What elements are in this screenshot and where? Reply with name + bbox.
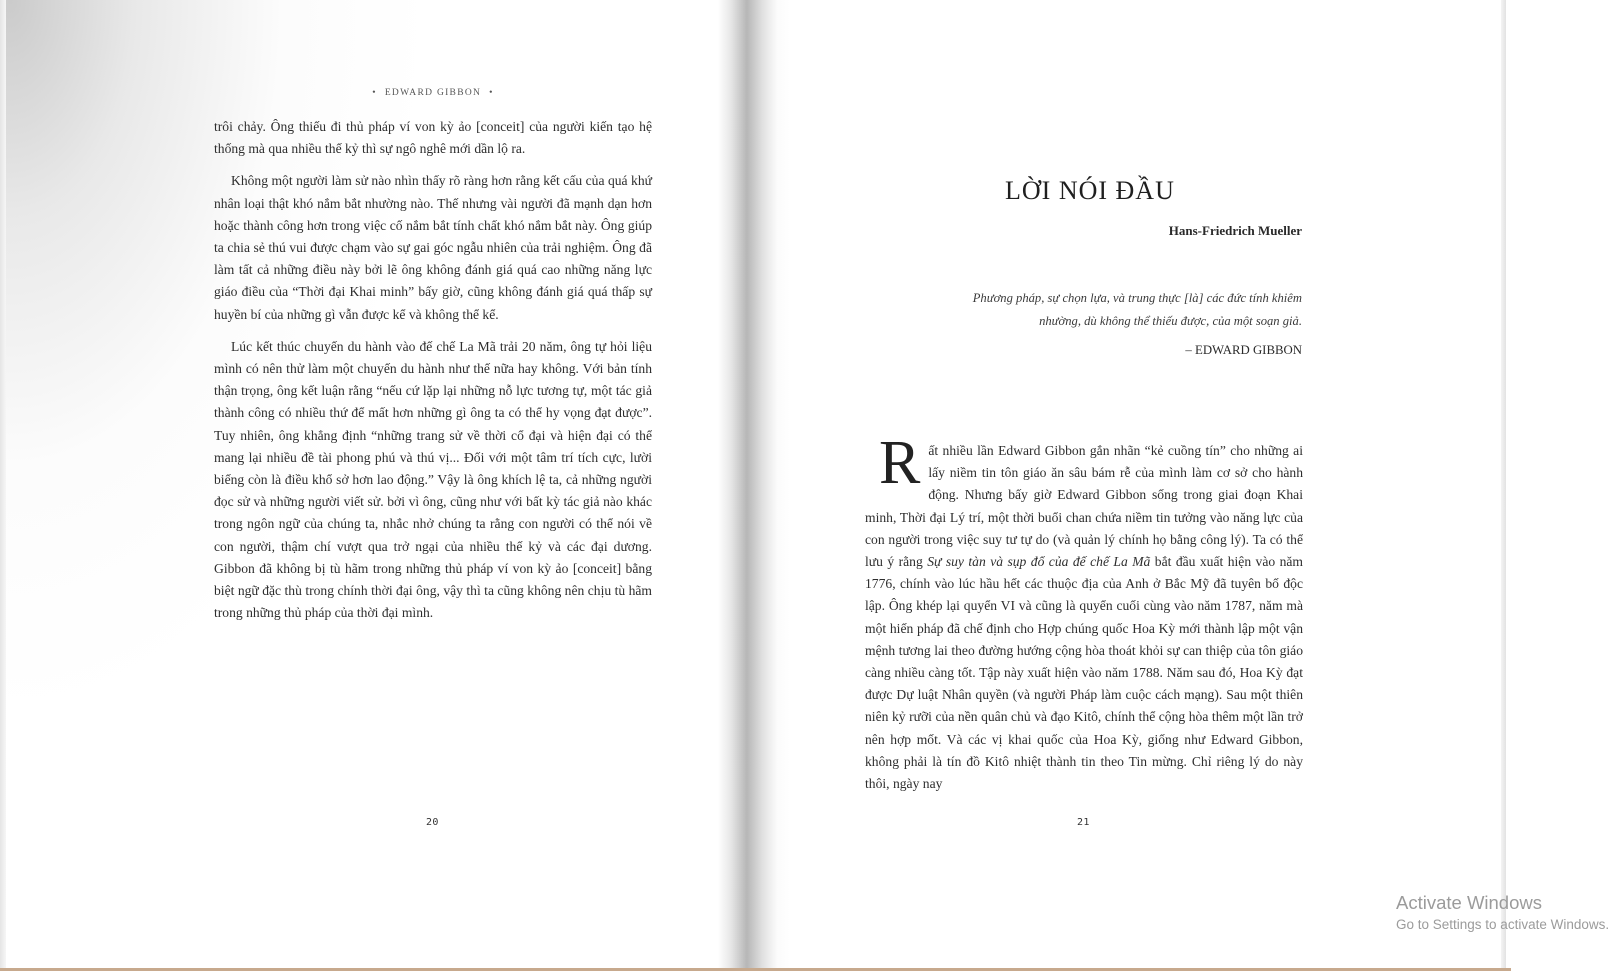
- watermark-title: Activate Windows: [1396, 892, 1542, 913]
- page-edge: [1501, 0, 1506, 971]
- right-page-body: [865, 429, 1304, 795]
- page-number-right: 21: [1077, 817, 1090, 828]
- body-text: ất nhiều lần Edward Gibbon gắn nhãn “kẻ cuồng tín” cho những ai lấy niềm tin tôn giáo ăn sâu bám rễ của mình làm cơ sở cho hành động. Nhưng bấy giờ Edward Gibbon sống trong giai đoạn Khai minh, Thời đại Lý trí, một thời buổi chan chứa niềm tin tưởng vào năng lực của con người trong việc suy tư tự do (và quản lý chính họ bằng công lý). Ta có thể lưu ý rằng: [865, 443, 1303, 570]
- paragraph: trôi chảy. Ông thiếu đi thủ pháp ví von kỳ ảo [conceit] của người kiến tạo hệ thống mà qua nhiều thế kỷ thì sự ngô nghê mới dần lộ ra.: [214, 119, 652, 157]
- paragraph: Lúc kết thúc chuyến du hành vào đế chế La Mã trải 20 năm, ông tự hỏi liệu mình có nên thử làm một chuyến du hành như thế nữa hay không. Với bản tính thận trọng, ông kết luận rằng “nếu cứ lặp lại những nỗ lực tương tự, một tác giả thành công có nhiều thứ để mất hơn những gì ông ta có thể hy vọng đạt được”. Tuy nhiên, ông khẳng định “những trang sử về thời cổ đại và hiện đại có thể mang lại nhiều đề tài phong phú và thú vị... Đối với một tâm trí tích cực, lười biếng còn là điều khổ sở hơn lao động.” Vậy là ông khích lệ ta, cả những người đọc sử và những người viết sử. bởi vì ông, cũng như với bất kỳ tác giả nào khác trong ngôn ngữ của chúng ta, nhắc nhở chúng ta rằng con người có thể nói về con người, thậm chí vượt qua trở ngại của nhiều thế kỷ và các đại dương. Gibbon đã không bị tù hãm trong những thủ pháp ví von kỳ ảo [conceit] bằng biệt ngữ đặc thù trong chính thời đại ông, vậy thì ta cũng không nên chịu tù hãm trong những thủ pháp của thời đại mình.: [214, 338, 652, 621]
- running-header-text: EDWARD GIBBON: [384, 88, 482, 98]
- book-gutter: [718, 0, 790, 971]
- running-header: [214, 88, 652, 98]
- left-page-body: [214, 116, 652, 634]
- chapter-author: Hans-Friedrich Mueller: [1168, 223, 1302, 238]
- drop-cap: R: [879, 429, 921, 497]
- epigraph-attribution: – EDWARD GIBBON: [1185, 343, 1302, 357]
- page-edge: [0, 0, 6, 971]
- watermark-subtitle: Go to Settings to activate Windows.: [1396, 917, 1609, 932]
- header-bullet: •: [489, 88, 494, 98]
- paragraph: [865, 429, 1304, 795]
- epigraph: Phương pháp, sự chọn lựa, và trung thực [là] các đức tính khiêm nhường, dù không thể thiếu được, của một soạn giả.: [972, 291, 1302, 328]
- book-title-italic: Sự suy tàn và sụp đổ của đế chế La Mã: [927, 554, 1151, 570]
- chapter-title: LỜI NÓI ĐẦU: [1005, 176, 1175, 205]
- paragraph: Không một người làm sử nào nhìn thấy rõ ràng hơn rằng kết cấu của quá khứ nhân loại thật khó nắm bắt nhường nào. Thế nhưng vài người đã mạnh dạn hơn hoặc thành công hơn trong việc cố nắm bắt tính chất khó nắm bắt này. Ông giúp ta chia sẻ thú vui được chạm vào sự gai góc ngẫu nhiên của trải nghiệm. Ông đã làm tất cả những điều này bởi lẽ ông không đánh giá quá cao những năng lực giáo điều của “Thời đại Khai minh” bấy giờ, cũng không đánh giá quá thấp sự huyền bí của những gì vẫn được kể và không thể kể.: [214, 173, 652, 322]
- page-number-left: 20: [426, 817, 439, 828]
- header-bullet: •: [372, 88, 377, 98]
- activation-watermark: [1396, 892, 1609, 936]
- body-text: bắt đầu xuất hiện vào năm 1776, chính vào lúc hầu hết các thuộc địa của Anh ở Bắc Mỹ đã tuyên bố độc lập. Ông khép lại quyển VI và cũng là quyển cuối cùng vào năm 1787, năm mà một hiến pháp đã chế định cho Hợp chúng quốc Hoa Kỳ mới thành lập một vận mệnh tương lai theo đường hướng cộng hòa thoát khỏi sự can thiệp của tôn giáo càng nhiều càng tốt. Tập này xuất hiện vào năm 1788. Năm sau đó, Hoa Kỳ đạt được Dự luật Nhân quyền (và người Pháp làm cuộc cách mạng). Sau một thiên niên kỷ rưỡi của nền quân chủ và đạo Kitô, chính thể cộng hòa thêm một lần trở nên hợp mốt. Và các vị khai quốc của Hoa Kỳ, giống như Edward Gibbon, không phải là tín đồ Kitô nhiệt thành tin theo Tin mừng. Chỉ riêng lý do này thôi, ngày nay: [865, 554, 1304, 792]
